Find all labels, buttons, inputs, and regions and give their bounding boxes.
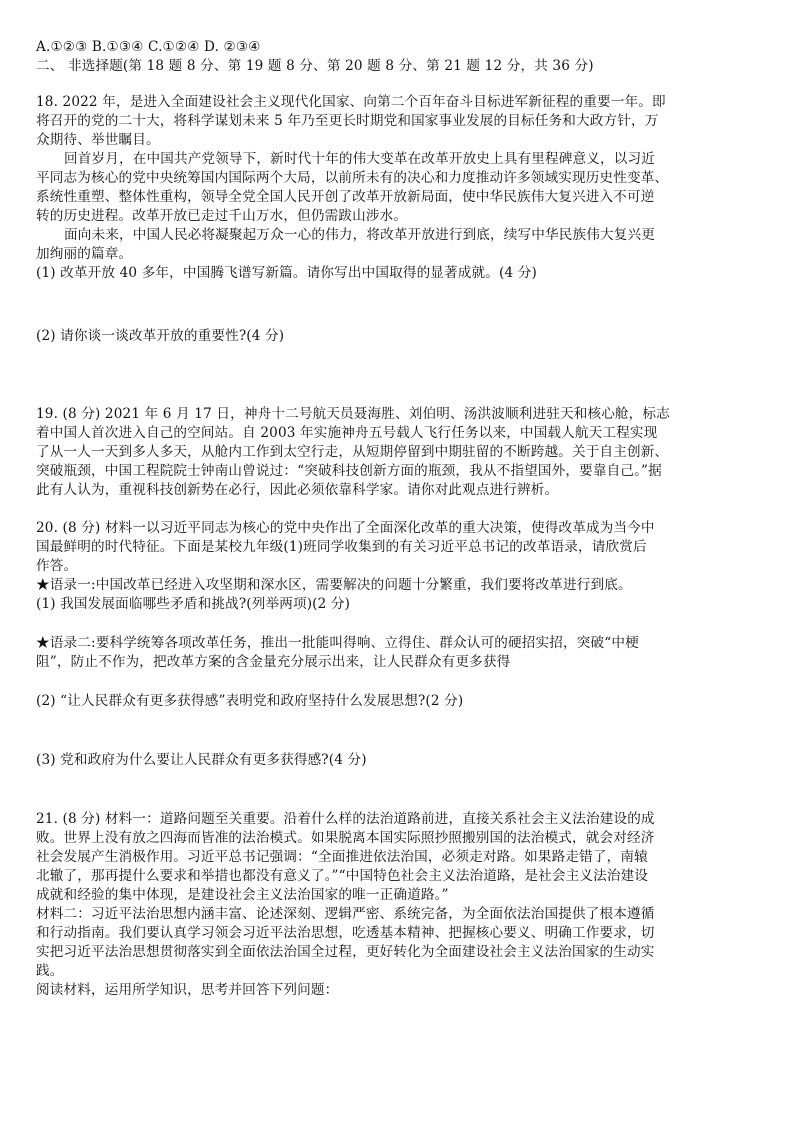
q18-line: 众期待、举世瞩目。 (36, 132, 160, 148)
answer-space (36, 283, 760, 327)
q20-line: 20. (8 分) 材料一以习近平同志为核心的党中央作出了全面深化改革的重大决策，使得改革成为当今中 (36, 520, 655, 536)
answer-space (36, 711, 760, 751)
question-21 (36, 810, 760, 1000)
q18-line: 回首岁月，在中国共产党领导下，新时代十年的伟大变革在改革开放史上具有里程碑意义，以习近 (64, 151, 655, 167)
q19-line: 了从一人一天到多人多天，从舱内工作到太空行走，从短期停留到中期驻留的不断跨越。关于自主创新、 (36, 444, 669, 460)
q18-sub-question-1: (1) 改革开放 40 多年，中国腾飞谱写新篇。请你写出中国取得的显著成就。(4 分) (36, 265, 537, 281)
q18-line: 加绚丽的篇章。 (36, 246, 133, 262)
q21-line: 材料二：习近平法治思想内涵丰富、论述深刻、逻辑严密、系统完备，为全面依法治国提供了根本遵循 (36, 906, 655, 922)
q20-sub-question-1: (1) 我国发展面临哪些矛盾和挑战?(列举两项)(2 分) (36, 596, 351, 612)
q21-line: 社会发展产生消极作用。习近平总书记强调：“全面推进依法治国，必须走对路。如果路走错了，南辕 (36, 849, 648, 865)
q21-line: 北辙了，那再提什么要求和举措也都没有意义了。”“中国特色社会主义法治道路，是社会主义法治建设 (36, 868, 649, 884)
q19-line: 着中国人首次进入自己的空间站。自 2003 年实施神舟五号载人飞行任务以来，中国载人航天工程实现 (36, 425, 658, 441)
q20-quote-2-line: 阻”，防止不作为，把改革方案的含金量充分展示出来，让人民群众有更多获得 (36, 654, 511, 670)
q18-line: 转的历史进程。改革开放已走过千山万水，但仍需跋山涉水。 (36, 208, 408, 224)
answer-space (36, 614, 760, 634)
q18-line: 系统性重塑、整体性重构，领导全党全国人民开创了改革开放新局面，使中华民族伟大复兴进入不可逆 (36, 189, 655, 205)
q18-sub-question-2: (2) 请你谈一谈改革开放的重要性?(4 分) (36, 328, 285, 344)
answer-space (36, 672, 760, 692)
q21-line: 践。 (36, 963, 64, 979)
exam-page (36, 38, 760, 1000)
answer-space (36, 346, 760, 405)
q18-line: 平同志为核心的党中央统筹国内国际两个大局，以前所未有的决心和力度推动许多领域实现历史性变革、 (36, 170, 669, 186)
q18-line: 将召开的党的二十大，将科学谋划未来 5 年乃至更长时期党和国家事业发展的目标任务和大政方针，万 (36, 113, 659, 129)
q18-line: 面向未来，中国人民必将凝聚起万众一心的伟力，将改革开放进行到底，续写中华民族伟大复兴更 (64, 227, 655, 243)
q21-line: 和行动指南。我们要认真学习领会习近平法治思想，吃透基本精神、把握核心要义、明确工作要求，切 (36, 925, 655, 941)
q20-quote-1: ★语录一:中国改革已经进入攻坚期和深水区，需要解决的问题十分繁重，我们要将改革进行到底。 (36, 577, 632, 593)
answer-options-line: A.①②③ B.①③④ C.①②④ D. ②③④ (36, 39, 261, 55)
q19-line: 此有人认为，重视科技创新势在必行，因此必须依靠科学家。请你对此观点进行辨析。 (36, 482, 559, 498)
section-title: 二、 非选择题(第 18 题 8 分、第 19 题 8 分、第 20 题 8 分、第 21 题 12 分，共 36 分) (36, 58, 594, 74)
answer-space (36, 770, 760, 810)
q20-line: 国最鲜明的时代特征。下面是某校九年级(1)班同学收集到的有关习近平总书记的改革语录，请欣赏后 (36, 539, 647, 555)
question-20 (36, 519, 760, 770)
q21-line: 败。世界上没有放之四海而皆准的法治模式。如果脱离本国实际照抄照搬别国的法治模式，就会对经济 (36, 830, 655, 846)
q20-line: 作答。 (36, 558, 78, 574)
answer-space (36, 500, 760, 519)
q20-sub-question-2: (2) “让人民群众有更多获得感”表明党和政府坚持什么发展思想?(2 分) (36, 693, 464, 709)
q18-line: 18. 2022 年，是进入全面建设社会主义现代化国家、向第二个百年奋斗目标进军新征程的重要一年。即 (36, 94, 666, 110)
q19-line: 19. (8 分) 2021 年 6 月 17 日，神舟十二号航天员聂海胜、刘伯明、汤洪波顺利进驻天和核心舱，标志 (36, 406, 670, 422)
q19-line: 突破瓶颈，中国工程院院士钟南山曾说过：“突破科技创新方面的瓶颈，我从不指望国外，要靠自己。”据 (36, 463, 662, 479)
q21-instruction: 阅读材料，运用所学知识，思考并回答下列问题： (36, 982, 339, 998)
question-19 (36, 405, 760, 500)
q21-line: 21. (8 分) 材料一：道路问题至关重要。沿着什么样的法治道路前进，直接关系社会主义法治建设的成 (36, 811, 655, 827)
q20-sub-question-3: (3) 党和政府为什么要让人民群众有更多获得感?(4 分) (36, 752, 367, 768)
q21-line: 成就和经验的集中体现，是建设社会主义法治国家的唯一正确道路。” (36, 887, 449, 903)
q21-line: 实把习近平法治思想贯彻落实到全面依法治国全过程，更好转化为全面建设社会主义法治国家的生动实 (36, 944, 655, 960)
q20-quote-2-line: ★语录二:要科学统筹各项改革任务，推出一批能叫得响、立得住、群众认可的硬招实招，突破“中梗 (36, 635, 639, 651)
question-18 (36, 93, 760, 346)
